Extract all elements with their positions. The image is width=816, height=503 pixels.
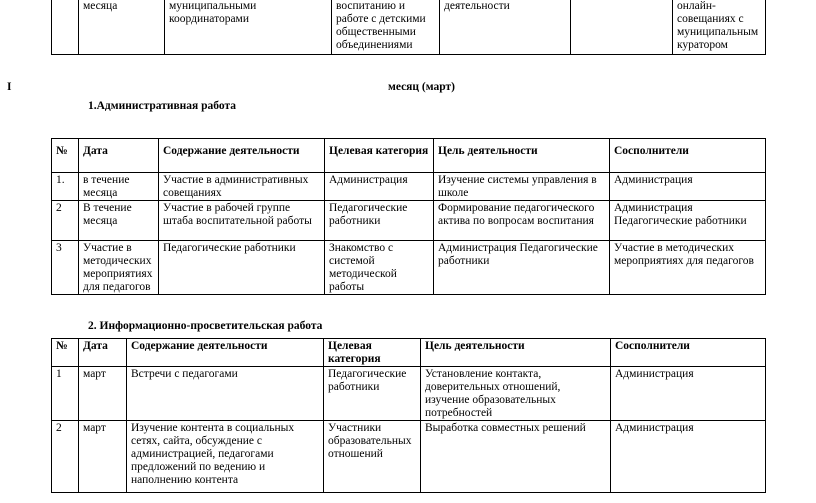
cell-category: Участники образовательных отношений <box>324 421 421 493</box>
cell-goal: Изучение системы управления в школе <box>434 173 610 201</box>
table-row <box>52 173 766 201</box>
cell-category: Знакомство с системой методической работы <box>325 241 434 295</box>
section2-table <box>51 338 766 493</box>
col-header: Дата <box>79 339 127 367</box>
section1-header-row <box>52 139 766 173</box>
section1-heading: 1.Административная работа <box>88 100 237 112</box>
cell-number: 2 <box>52 421 79 493</box>
cell-goal: Установление контакта, доверительных отношений, изучение образовательных потребностей <box>421 367 611 421</box>
cell-coperformers: Администрация Педагогические работники <box>610 201 766 241</box>
top-cell: месяца <box>79 0 165 55</box>
section2-header-row <box>52 339 766 367</box>
col-header: Сосполнители <box>611 339 766 367</box>
cell-date: март <box>79 421 127 493</box>
period-roman: I <box>7 81 12 93</box>
cell-coperformers: Участие в методических мероприятиях для педагогов <box>610 241 766 295</box>
col-header: Содержание деятельности <box>127 339 324 367</box>
top-table <box>51 0 766 55</box>
col-header: Цель деятельности <box>434 139 610 173</box>
table-row <box>52 241 766 295</box>
cell-category: Педагогические работники <box>325 201 434 241</box>
col-header: Целевая категория <box>325 139 434 173</box>
top-cell <box>571 0 673 55</box>
table-row <box>52 367 766 421</box>
cell-goal: Формирование педагогического актива по вопросам воспитания <box>434 201 610 241</box>
top-cell: деятельности <box>440 0 571 55</box>
col-header: Сосполнители <box>610 139 766 173</box>
col-header: Содержание деятельности <box>159 139 325 173</box>
cell-content: Педагогические работники <box>159 241 325 295</box>
col-header: № <box>52 139 79 173</box>
cell-category: Педагогические работники <box>324 367 421 421</box>
table-row <box>52 421 766 493</box>
cell-coperformers: Администрация <box>610 173 766 201</box>
cell-content: Участие в рабочей группе штаба воспитательной работы <box>159 201 325 241</box>
cell-goal: Выработка совместных решений <box>421 421 611 493</box>
col-header: Цель деятельности <box>421 339 611 367</box>
cell-goal: Администрация Педагогические работники <box>434 241 610 295</box>
top-cell: воспитанию и работе с детскими общественными объединениями <box>332 0 440 55</box>
table-row <box>52 201 766 241</box>
cell-content: Участие в административных совещаниях <box>159 173 325 201</box>
col-header: Дата <box>79 139 159 173</box>
col-header: № <box>52 339 79 367</box>
cell-date: Участие в методических мероприятиях для педагогов <box>79 241 159 295</box>
cell-coperformers: Администрация <box>611 367 766 421</box>
section1-table <box>51 138 766 295</box>
cell-number: 3 <box>52 241 79 295</box>
top-cell <box>52 0 79 55</box>
cell-content: Встречи с педагогами <box>127 367 324 421</box>
cell-number: 2 <box>52 201 79 241</box>
period-title: месяц (март) <box>388 81 455 93</box>
col-header: Целевая категория <box>324 339 421 367</box>
cell-content: Изучение контента в социальных сетях, сайта, обсуждение с администрацией, педагогами предложений по ведению и наполнению контента <box>127 421 324 493</box>
cell-number: 1. <box>52 173 79 201</box>
cell-coperformers: Администрация <box>611 421 766 493</box>
cell-number: 1 <box>52 367 79 421</box>
cell-date: в течение месяца <box>79 173 159 201</box>
section2-heading: 2. Информационно-просветительская работа <box>88 320 323 332</box>
top-cell: муниципальными координаторами <box>165 0 332 55</box>
cell-date: март <box>79 367 127 421</box>
cell-date: В течение месяца <box>79 201 159 241</box>
top-cell: онлайн-совещаниях с муниципальным куратором <box>673 0 766 55</box>
cell-category: Администрация <box>325 173 434 201</box>
